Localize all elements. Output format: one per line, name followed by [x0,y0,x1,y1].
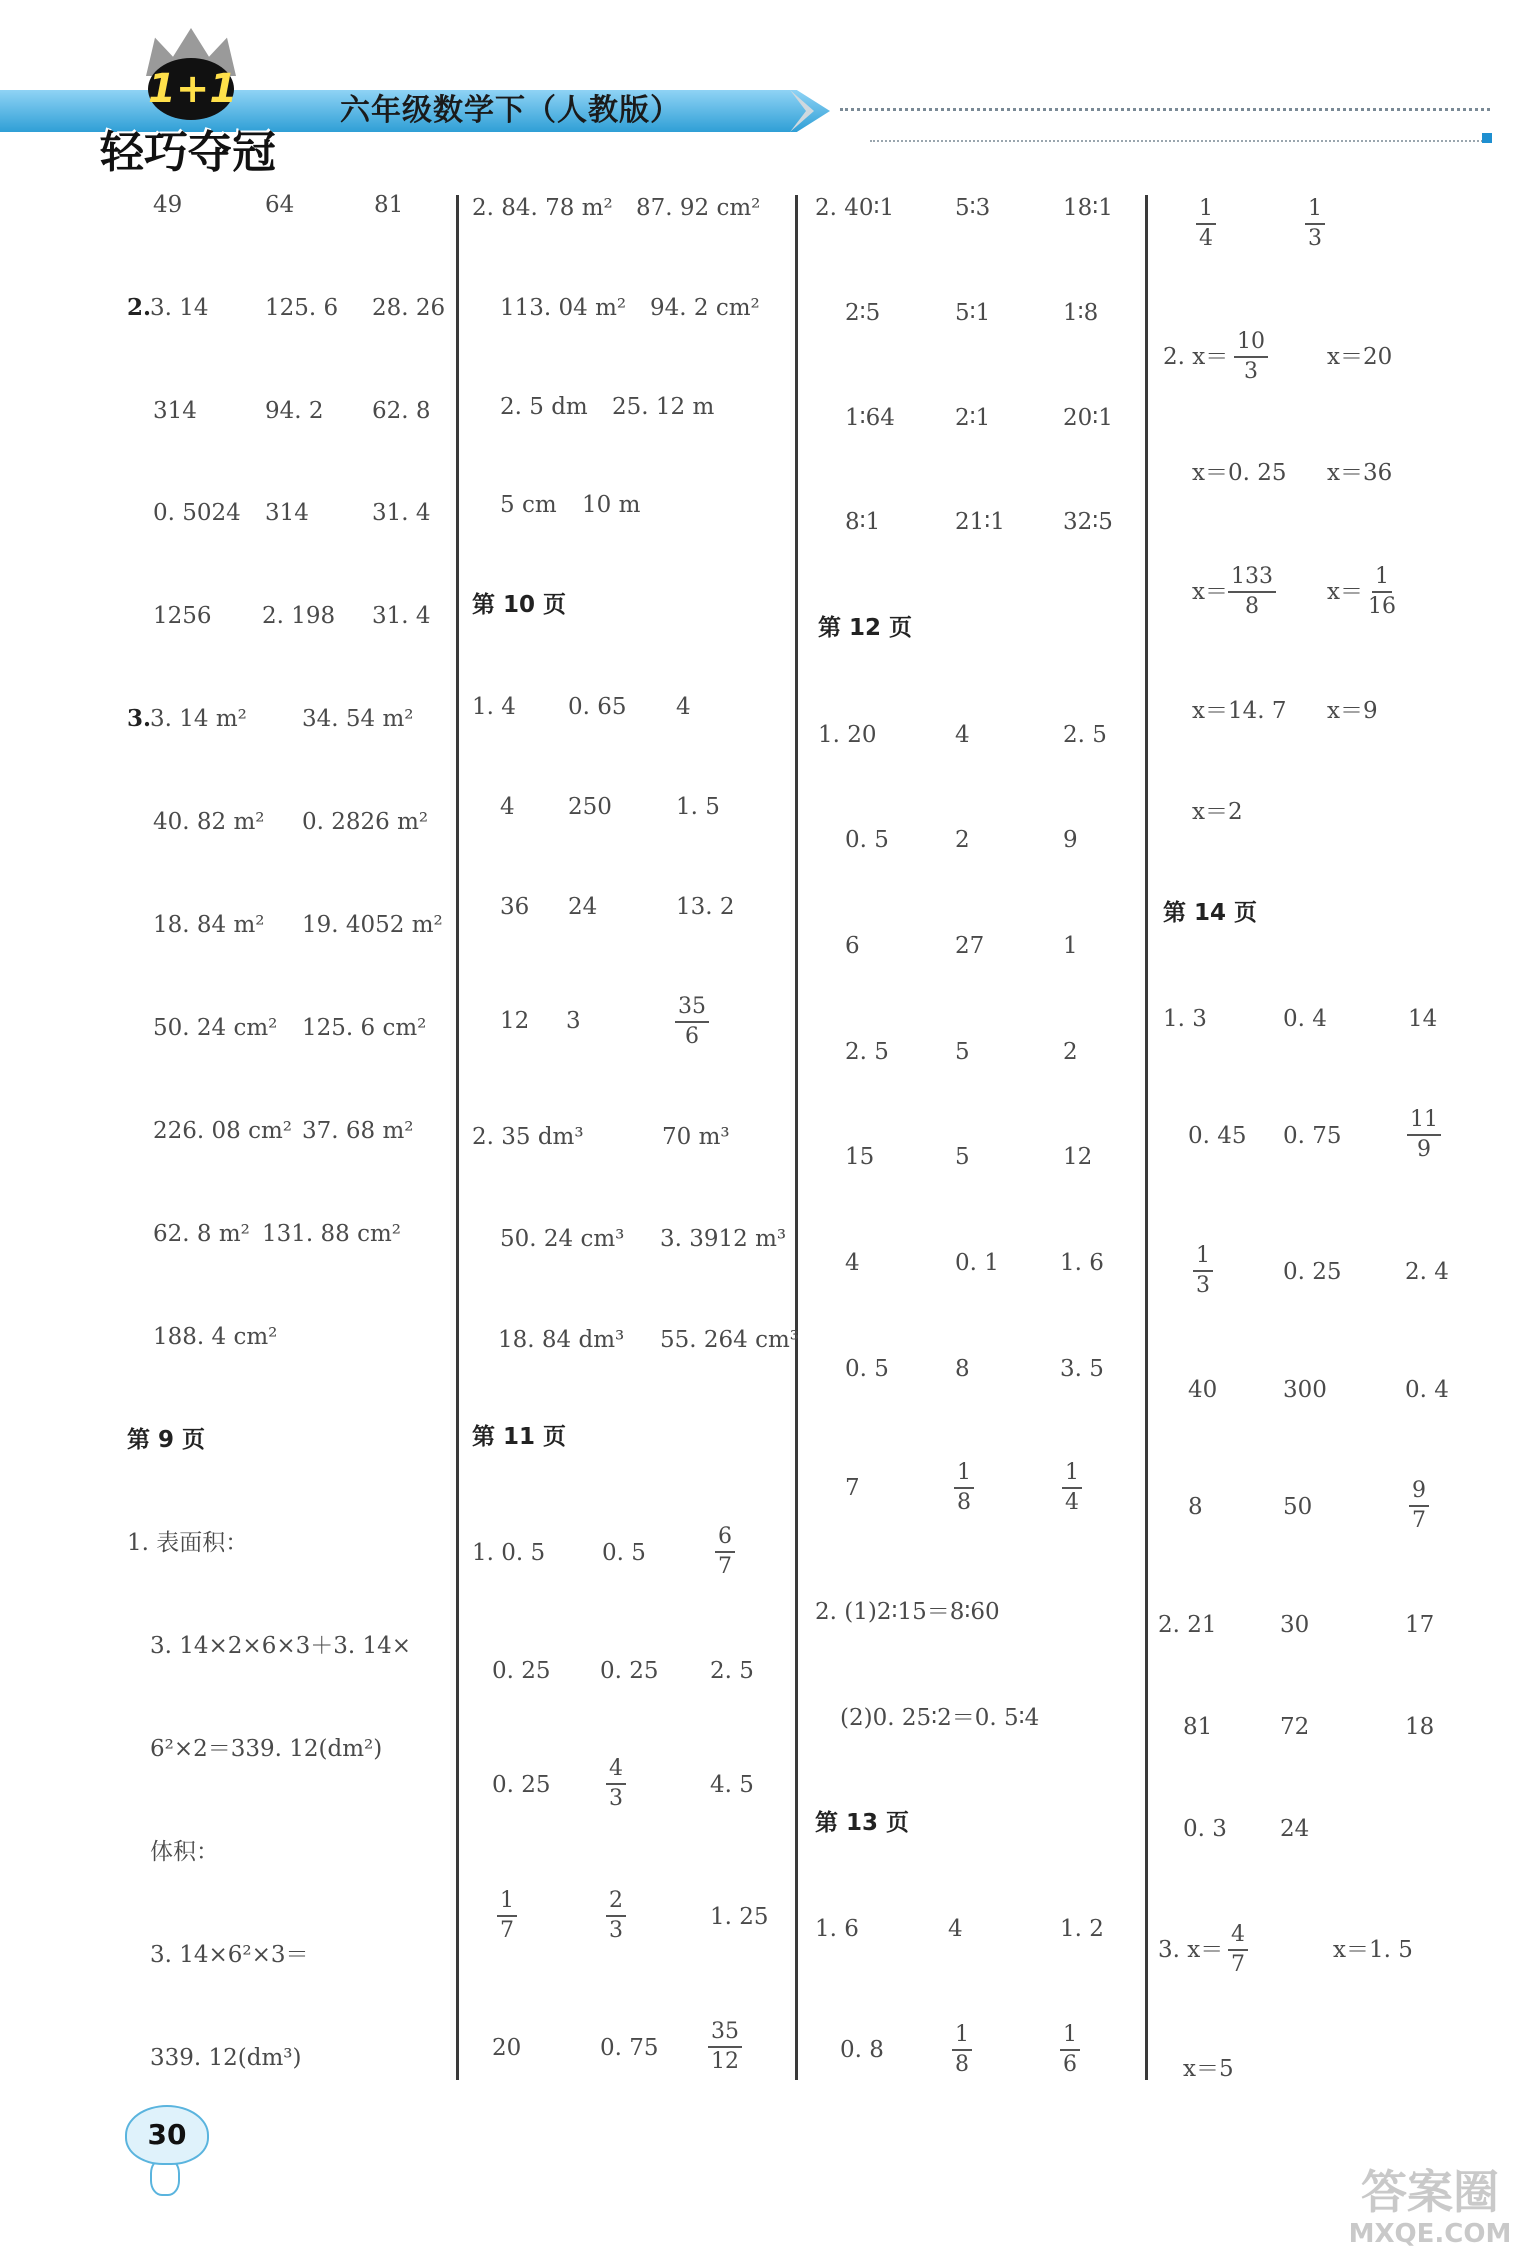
denominator: 3 [1308,226,1322,251]
answer-value: 50. 24 cm² [153,1015,278,1041]
numerator: 2 [606,1888,626,1917]
denominator: 3 [609,1786,623,1811]
logo-wordmark: 轻巧夺冠 [100,127,276,178]
section-heading: 第 11 页 [472,1424,567,1450]
answer-value: x＝14. 7 [1192,698,1287,724]
book-title: 六年级数学下（人教版） [340,93,681,128]
answer-value: 8 [955,1356,970,1382]
answer-value: 0. 4 [1283,1006,1327,1032]
answer-value: 4. 5 [710,1772,754,1798]
answer-value: 3. 3912 m³ [660,1226,787,1252]
answer-text: 6²×2＝339. 12(dm²) [150,1736,383,1762]
answer-value: 4 [955,722,970,748]
answer-value: 0. 5 [845,1356,889,1382]
answer-value: x＝0. 25 [1192,460,1287,486]
denominator: 7 [500,1918,514,1943]
answer-value: x＝ [1327,579,1363,605]
answer-value: 1. 25 [710,1904,769,1930]
answer-value: 25. 12 m [612,394,715,420]
answer-value: x＝5 [1183,2056,1234,2082]
numerator: 10 [1234,329,1268,358]
answer-value: 40 [1188,1377,1218,1403]
fraction [715,1524,735,1580]
answer-value: 31. 4 [372,603,431,629]
denominator: 4 [1199,226,1213,251]
brand-logo [88,28,288,178]
denominator: 7 [718,1554,732,1579]
column-divider [795,195,798,2080]
answer-value: 0. 65 [568,694,627,720]
fraction [1228,564,1276,620]
section-heading: 第 12 页 [818,615,913,641]
answer-text: 体积： [150,1839,219,1865]
answer-value: x＝ [1192,579,1228,605]
denominator: 16 [1368,594,1396,619]
answer-value: x＝9 [1327,698,1378,724]
fraction [497,1888,517,1944]
answer-value: 81 [374,192,404,218]
answer-value: 31. 4 [372,500,431,526]
watermark-url: MXQE.COM [1348,2219,1512,2249]
answer-text: 3. 14×2×6×3＋3. 14× [150,1633,412,1659]
answer-value: 0. 4 [1405,1377,1449,1403]
answer-value: 4 [845,1250,860,1276]
answer-value: 3. 14 [150,295,209,321]
answer-value: 32∶5 [1063,509,1113,535]
answer-value: 5∶3 [955,195,991,221]
answer-value: x＝2 [1192,799,1243,825]
column-divider [1145,195,1148,2080]
answer-value: 1. 2 [1060,1916,1104,1942]
fraction [1193,1243,1213,1299]
answer-value: 0. 2826 m² [302,809,429,835]
answer-value: 2. 5 [710,1658,754,1684]
numerator: 4 [1228,1922,1248,1951]
numerator: 133 [1228,564,1276,593]
denominator: 7 [1231,1952,1245,1977]
answer-value: 2∶1 [955,405,991,431]
answer-value: 13. 2 [676,894,735,920]
answer-value: 27 [955,933,985,959]
answer-value: 30 [1280,1612,1310,1638]
header-square-marker [1482,133,1492,143]
answer-value: x＝1. 5 [1333,1937,1413,1963]
answer-value: 18∶1 [1063,195,1113,221]
numerator: 1 [1305,196,1325,225]
answer-value: 94. 2 cm² [650,295,760,321]
answer-value: 50 [1283,1494,1313,1520]
answer-value: 1. 20 [818,722,877,748]
header-dotted-line [840,108,1490,111]
answer-value: 2. 40∶1 [815,195,895,221]
answer-value: 49 [153,192,183,218]
denominator: 3 [609,1918,623,1943]
answer-value: 0. 25 [600,1658,659,1684]
answer-value: 2. 5 [845,1039,889,1065]
answer-value: 4 [948,1916,963,1942]
answer-value: 0. 5 [602,1540,646,1566]
denominator: 8 [957,1490,971,1515]
denominator: 4 [1065,1490,1079,1515]
fraction [606,1756,626,1812]
numerator: 1 [1193,1243,1213,1272]
section-heading: 第 13 页 [815,1810,910,1836]
answer-value: 2. 35 dm³ [472,1124,584,1150]
fraction [1365,564,1399,620]
answer-value: 34. 54 m² [302,706,414,732]
numerator: 1 [1196,196,1216,225]
answer-value: 250 [568,794,612,820]
section-heading: 第 9 页 [127,1427,206,1453]
header-dotted-line-lower [870,140,1490,142]
answer-value: 131. 88 cm² [262,1221,402,1247]
answer-value: 2. 84. 78 m² [472,195,613,221]
numerator: 1 [952,2022,972,2051]
fraction [708,2019,742,2075]
answer-value: 2. 21 [1158,1612,1217,1638]
answer-value: 0. 25 [1283,1259,1342,1285]
fraction [1062,1460,1082,1516]
answer-value: 188. 4 cm² [153,1324,278,1350]
answer-value: 1. 3 [1163,1006,1207,1032]
numerator: 9 [1409,1478,1429,1507]
answer-value: 24 [568,894,598,920]
answer-value: 1∶8 [1063,300,1099,326]
fraction [1228,1922,1248,1978]
answer-value: 3. 14 m² [150,706,247,732]
answer-value: 2. 5 [1063,722,1107,748]
answer-value: 5 [955,1144,970,1170]
denominator: 6 [685,1024,699,1049]
answer-value: 1256 [153,603,212,629]
fraction [1409,1478,1429,1534]
answer-text: 339. 12(dm³) [150,2045,302,2071]
answer-value: 70 m³ [662,1124,730,1150]
answer-value: 0. 1 [955,1250,999,1276]
numerator: 1 [497,1888,517,1917]
answer-value: x＝36 [1327,460,1393,486]
section-heading: 第 10 页 [472,592,567,618]
fraction [952,2022,972,2078]
answer-value: 0. 25 [492,1658,551,1684]
numerator: 35 [675,994,709,1023]
answer-value: 125. 6 [265,295,339,321]
answer-value: 94. 2 [265,398,324,424]
answer-value: 19. 4052 m² [302,912,443,938]
answer-value: 1. 5 [676,794,720,820]
answer-value: 12 [500,1008,530,1034]
numerator: 35 [708,2019,742,2048]
answer-value: 10 m [582,492,641,518]
answer-value: 5 [955,1039,970,1065]
answer-value: 125. 6 cm² [302,1015,427,1041]
logo-badge: 1+1 [148,58,234,120]
answer-value: 226. 08 cm² [153,1118,293,1144]
answer-value: 0. 75 [1283,1123,1342,1149]
answer-value: 8 [1188,1494,1203,1520]
fraction [675,994,709,1050]
page-header [0,0,1535,178]
denominator: 9 [1417,1137,1431,1162]
answer-value: 17 [1405,1612,1435,1638]
answer-value: 36 [500,894,530,920]
denominator: 12 [711,2049,739,2074]
answer-text: 3. 14×6²×3＝ [150,1942,309,1968]
answer-value: 3 [566,1008,581,1034]
answer-value: 1. 6 [815,1916,859,1942]
answer-value: 15 [845,1144,875,1170]
answer-value: 3. 5 [1060,1356,1104,1382]
numerator: 1 [1372,564,1392,593]
denominator: 3 [1196,1273,1210,1298]
fraction [1305,196,1325,252]
answer-value: 2. 4 [1405,1259,1449,1285]
answer-value: 0. 25 [492,1772,551,1798]
answer-value: 4 [500,794,515,820]
numerator: 11 [1407,1107,1441,1136]
answer-value: 5 cm [500,492,557,518]
fraction [1060,2022,1080,2078]
numerator: 1 [1060,2022,1080,2051]
answer-value: 18. 84 m² [153,912,265,938]
fraction [1196,196,1216,252]
answer-value: 18. 84 dm³ [498,1327,625,1353]
answer-text: 2. (1)2∶15＝8∶60 [815,1599,1000,1625]
answer-value: 1∶64 [845,405,895,431]
answer-value: 0. 45 [1188,1123,1247,1149]
answer-value: 50. 24 cm³ [500,1226,625,1252]
answer-value: 1 [1063,933,1078,959]
answer-value: 72 [1280,1714,1310,1740]
answer-value: 1. 6 [1060,1250,1104,1276]
column-divider [456,195,459,2080]
answer-value: 28. 26 [372,295,446,321]
watermark-logo [1330,2165,1530,2255]
answer-value: 0. 8 [840,2037,884,2063]
denominator: 3 [1244,359,1258,384]
answer-value: 0. 5 [845,827,889,853]
fraction [1407,1107,1441,1163]
numerator: 1 [1062,1460,1082,1489]
answer-value: 62. 8 [372,398,431,424]
answer-value: 6 [845,933,860,959]
question-number: 3. [127,705,152,732]
answer-value: 14 [1408,1006,1438,1032]
answer-value: 113. 04 m² [500,295,627,321]
denominator: 8 [1245,594,1259,619]
answer-value: 55. 264 cm³ [660,1327,800,1353]
answer-value: 314 [153,398,197,424]
answer-value: 314 [265,500,309,526]
numerator: 6 [715,1524,735,1553]
answer-value: 12 [1063,1144,1093,1170]
answer-text: 1. 表面积： [127,1530,249,1556]
fraction [606,1888,626,1944]
numerator: 1 [954,1460,974,1489]
answer-value: 2. 198 [262,603,336,629]
answer-value: 8∶1 [845,509,881,535]
denominator: 6 [1063,2052,1077,2077]
answer-value: 5∶1 [955,300,991,326]
answer-value: 20∶1 [1063,405,1113,431]
question-number: 2. [127,294,152,321]
answer-value: 21∶1 [955,509,1005,535]
answer-value: 9 [1063,827,1078,853]
page-number: 30 [125,2105,209,2165]
answer-value: 64 [265,192,295,218]
answer-value: 2. 5 dm [500,394,588,420]
answer-value: 300 [1283,1377,1327,1403]
answer-value: 87. 92 cm² [636,195,761,221]
answer-value: 37. 68 m² [302,1118,414,1144]
fraction [954,1460,974,1516]
numerator: 4 [606,1756,626,1785]
answer-value: 0. 3 [1183,1816,1227,1842]
answer-value: 62. 8 m² [153,1221,250,1247]
answer-value: 2. x＝ [1163,344,1229,370]
answer-value: 4 [676,694,691,720]
answer-value: 7 [845,1475,860,1501]
answer-value: 40. 82 m² [153,809,265,835]
answer-value: 18 [1405,1714,1435,1740]
answer-text: (2)0. 25∶2＝0. 5∶4 [840,1705,1040,1731]
answer-value: 3. x＝ [1158,1937,1224,1963]
answer-value: 0. 75 [600,2035,659,2061]
answer-value: 0. 5024 [153,500,241,526]
answer-value: 2 [955,827,970,853]
answer-value: 2∶5 [845,300,881,326]
section-heading: 第 14 页 [1163,900,1258,926]
answer-value: 81 [1183,1714,1213,1740]
answer-value: 1. 0. 5 [472,1540,546,1566]
fraction [1234,329,1268,385]
answer-value: 2 [1063,1039,1078,1065]
answer-value: 1. 4 [472,694,516,720]
denominator: 7 [1412,1508,1426,1533]
denominator: 8 [955,2052,969,2077]
answer-value: 20 [492,2035,522,2061]
answer-value: 24 [1280,1816,1310,1842]
answer-value: x＝20 [1327,344,1393,370]
watermark-text: 答案圈 [1361,2165,1499,2219]
